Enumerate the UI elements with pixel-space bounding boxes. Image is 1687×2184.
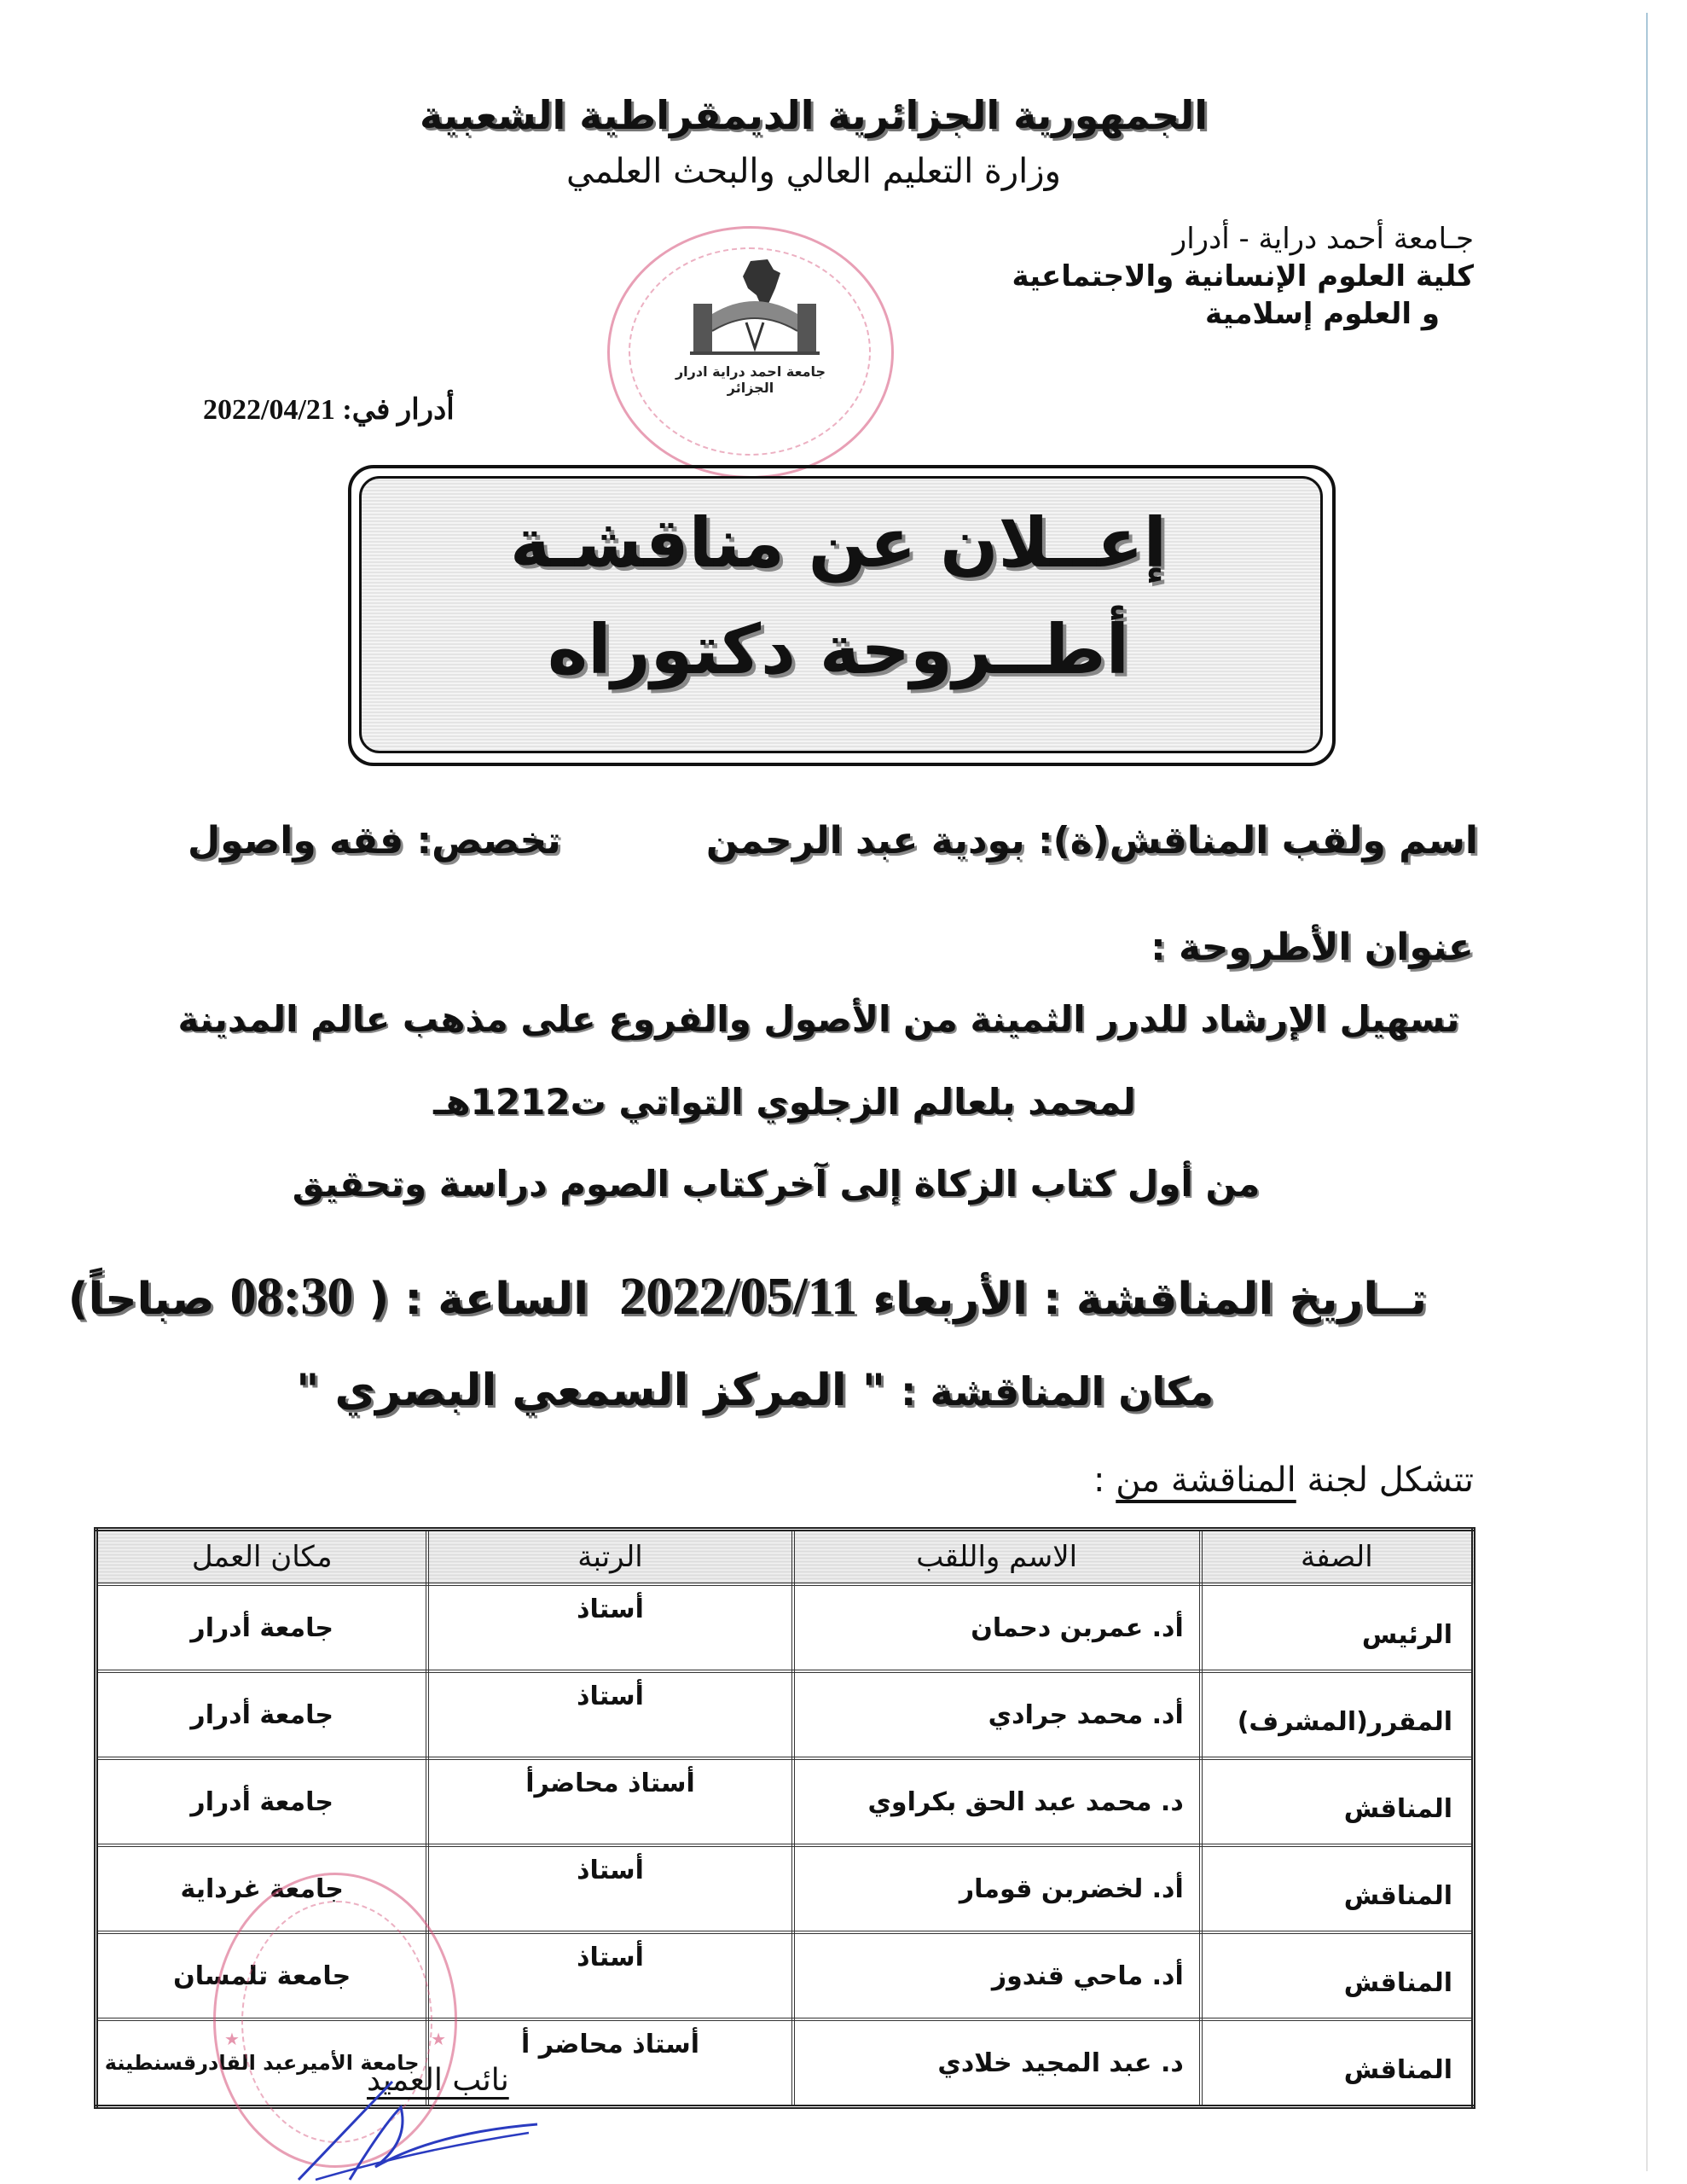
header-role: الصفة <box>1201 1530 1474 1585</box>
signer-title: نائب العميد <box>367 2063 509 2098</box>
seal-caption: جامعة احمد دراية ادرار الجزائر <box>675 363 826 396</box>
header-name: الاسم واللقب <box>793 1530 1201 1585</box>
cell-role: المقرر(المشرف) <box>1201 1671 1474 1758</box>
cell-workplace: جامعة أدرار <box>96 1758 428 1845</box>
committee-intro-underlined: المناقشة من <box>1116 1461 1296 1500</box>
cell-rank: أستاذ <box>427 1932 792 2019</box>
defense-date-label: تــاريخ المناقشة : <box>1043 1274 1427 1325</box>
committee-intro-end: : <box>1093 1461 1116 1500</box>
defense-date: 2022/05/11 <box>619 1268 858 1326</box>
cell-rank: أستاذ محاضرأ <box>427 1758 792 1845</box>
cell-rank: أستاذ محاضر أ <box>427 2019 792 2107</box>
stamp-star-icon: ★ <box>224 2029 240 2049</box>
table-row <box>96 1758 1474 1845</box>
place-date-label: أدرار في: <box>342 394 455 426</box>
cell-name: أد. ماحي قندوز <box>793 1932 1201 2019</box>
defense-time-close: ) <box>67 1274 89 1325</box>
cell-role: المناقش <box>1201 2019 1474 2107</box>
scan-edge-line <box>1646 13 1648 2171</box>
defense-date-row <box>68 1267 1427 1327</box>
defense-place: " المركز السمعي البصري " <box>296 1365 885 1416</box>
university-name: جـامعة أحمد دراية - أدرار <box>1172 222 1474 256</box>
university-block <box>1012 220 1474 333</box>
defense-time-label: الساعة : <box>404 1274 589 1325</box>
cell-name: أد. عمربن دحمان <box>793 1584 1201 1671</box>
cell-role: المناقش <box>1201 1758 1474 1845</box>
defense-time: 08:30 <box>229 1268 354 1326</box>
announcement-title-line2: أطــروحة دكتوراه <box>547 610 1130 689</box>
university-seal-top <box>607 226 894 479</box>
specialty-label: تخصص: <box>416 819 561 863</box>
thesis-title-line3: من أول كتاب الزكاة إلى آخركتاب الصوم دراسة وتحقيق <box>292 1163 1261 1205</box>
stamp-star-icon: ★ <box>431 2029 446 2049</box>
issue-date: 2022/04/21 <box>203 394 335 426</box>
defense-place-label: مكان المناقشة : <box>901 1368 1214 1414</box>
candidate-name-label: اسم ولقب المناقش(ة): <box>1038 819 1478 863</box>
announcement-title-line1: إعــلان عن مناقشـة <box>510 503 1167 583</box>
table-row <box>96 1671 1474 1758</box>
header-workplace: مكان العمل <box>96 1530 428 1585</box>
defense-day: الأربعاء <box>872 1274 1028 1325</box>
cell-workplace: جامعة تلمسان <box>96 1932 428 2019</box>
cell-rank: أستاذ <box>427 1845 792 1932</box>
thesis-title-line1: تسهيل الإرشاد للدرر الثمينة من الأصول والفروع على مذهب عالم المدينة <box>177 998 1460 1040</box>
specialty-row <box>188 819 561 863</box>
candidate-name-row <box>706 819 1478 863</box>
cell-role: الرئيس <box>1201 1584 1474 1671</box>
defense-time-open: ( <box>368 1274 390 1325</box>
republic-heading: الجمهورية الجزائرية الديمقراطية الشعبية <box>419 92 1209 138</box>
defense-time-suffix: صباحاً <box>88 1274 215 1325</box>
table-row <box>96 1584 1474 1671</box>
table-header-row <box>96 1530 1474 1585</box>
place-date <box>203 392 455 427</box>
cell-rank: أستاذ <box>427 1671 792 1758</box>
committee-intro-start: تتشكل لجنة <box>1307 1461 1474 1500</box>
cell-workplace: جامعة الأميرعبد القادرقسنطينة <box>96 2019 428 2107</box>
cell-workplace: جامعة أدرار <box>96 1671 428 1758</box>
cell-role: المناقش <box>1201 1845 1474 1932</box>
cell-workplace: جامعة غرداية <box>96 1845 428 1932</box>
ministry-heading: وزارة التعليم العالي والبحث العلمي <box>566 152 1061 191</box>
thesis-title-line2: لمحمد بلعالم الزجلوي التواتي ت1212هـ <box>433 1081 1136 1123</box>
cell-name: أد. محمد جرادي <box>793 1671 1201 1758</box>
cell-name: د. عبد المجيد خلادي <box>793 2019 1201 2107</box>
university-logo-icon <box>687 254 823 365</box>
cell-workplace: جامعة أدرار <box>96 1584 428 1671</box>
faculty-line-2: و العلوم إسلامية <box>1205 297 1440 331</box>
cell-role: المناقش <box>1201 1932 1474 2019</box>
cell-rank: أستاذ <box>427 1584 792 1671</box>
header-rank: الرتبة <box>427 1530 792 1585</box>
candidate-name: بودية عبد الرحمن <box>705 819 1025 863</box>
committee-intro <box>1093 1461 1474 1500</box>
cell-name: د. محمد عبد الحق بكراوي <box>793 1758 1201 1845</box>
signature-icon <box>281 2073 554 2184</box>
defense-place-row <box>296 1365 1214 1416</box>
cell-name: أد. لخضربن قومار <box>793 1845 1201 1932</box>
faculty-line-1: كلية العلوم الإنسانية والاجتماعية <box>1012 259 1474 293</box>
thesis-title-label: عنوان الأطروحة : <box>1151 926 1474 969</box>
specialty-value: فقه واصول <box>188 819 404 863</box>
